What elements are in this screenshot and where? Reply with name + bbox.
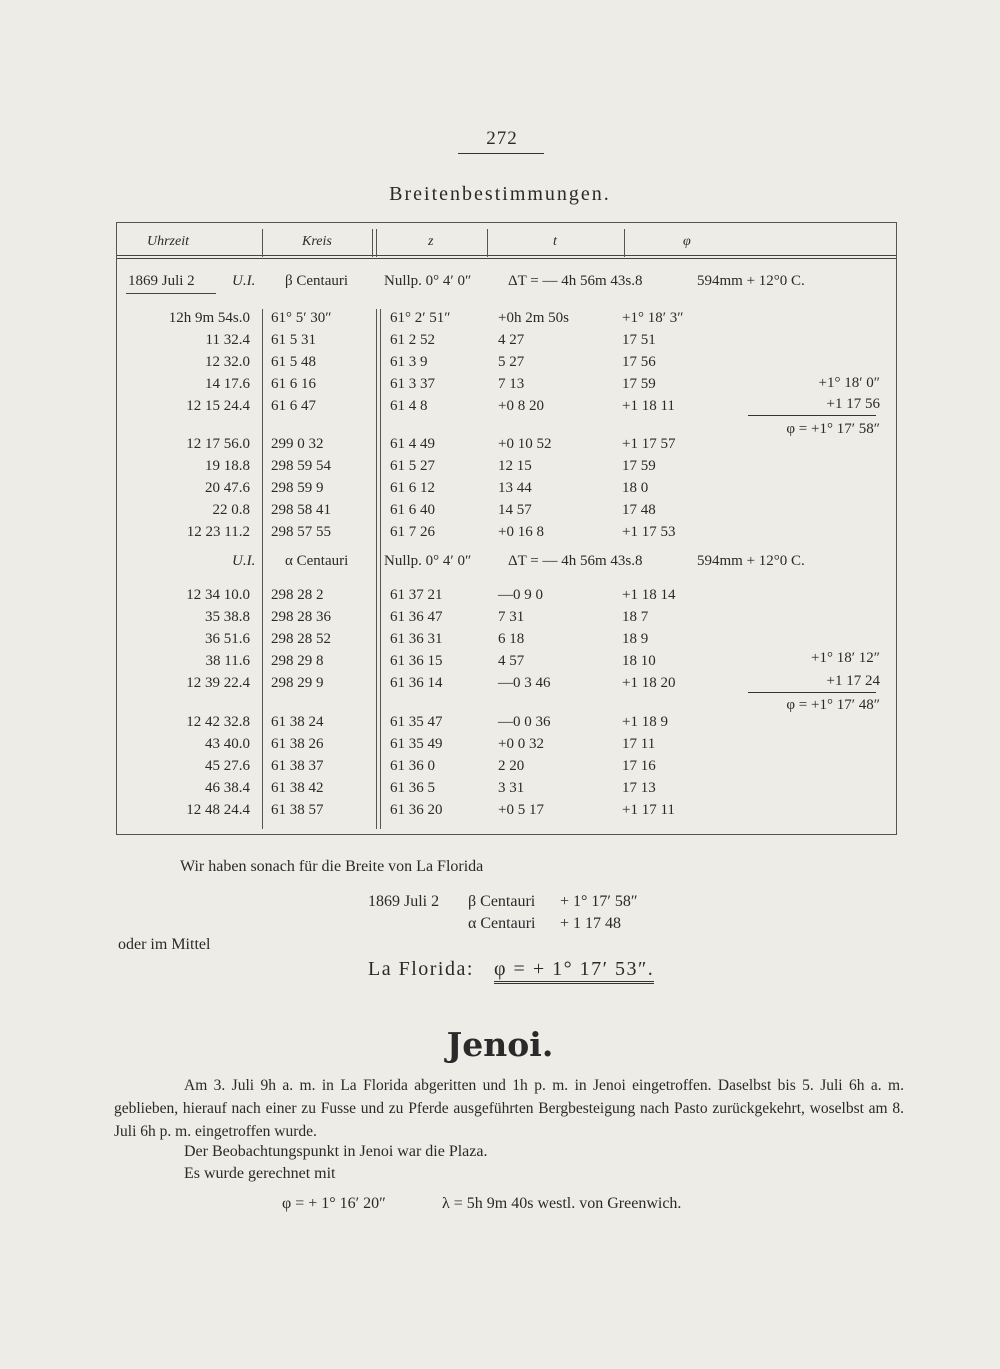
result-value: φ = + 1° 17′ 53″.: [494, 958, 654, 984]
uhrzeit-cell: 12h 9m 54s.0: [168, 310, 250, 326]
kreis-cell: 298 59 9: [271, 480, 324, 496]
group2-delta-t: ΔT = — 4h 56m 43s.8: [508, 553, 643, 569]
z-cell: 61 35 47: [390, 714, 443, 730]
uhrzeit-cell: 12 32.0: [205, 354, 250, 370]
t-cell: 2 20: [498, 758, 525, 774]
t-cell: +0 8 20: [498, 398, 544, 414]
header-t: t: [553, 234, 557, 249]
phi-cell: +1° 18′ 3″: [622, 310, 684, 326]
t-cell: —0 9 0: [498, 587, 543, 603]
kreis-cell: 298 58 41: [271, 502, 331, 518]
date-underline: [126, 293, 216, 294]
t-cell: —0 3 46: [498, 675, 551, 691]
header-column-divider: [487, 229, 488, 257]
phi-cell: +1 18 14: [622, 587, 676, 603]
group1-star: β Centauri: [285, 273, 349, 289]
t-cell: 4 57: [498, 653, 525, 669]
phi-cell: 17 11: [622, 736, 656, 752]
uhrzeit-cell: 19 18.8: [205, 458, 250, 474]
jenoi-title: Jenoi.: [446, 1025, 554, 1064]
kreis-cell: 61 5 31: [271, 332, 316, 348]
kreis-cell: 61° 5′ 30″: [271, 310, 332, 326]
z-cell: 61 35 49: [390, 736, 443, 752]
summary-line2-value: + 1 17 48: [560, 915, 622, 932]
t-cell: +0 0 32: [498, 736, 544, 752]
kreis-cell: 61 38 26: [271, 736, 324, 752]
t-cell: 5 27: [498, 354, 525, 370]
t-cell: 7 31: [498, 609, 525, 625]
page-number: 272: [486, 128, 518, 149]
t-cell: 4 27: [498, 332, 525, 348]
kreis-cell: 61 38 24: [271, 714, 324, 730]
phi-cell: +1 17 11: [622, 802, 675, 818]
page-number-rule: [458, 153, 544, 154]
section-title: Breitenbestimmungen.: [389, 183, 611, 205]
kreis-cell: 61 6 47: [271, 398, 316, 414]
phi-cell: 17 48: [622, 502, 656, 518]
z-cell: 61 36 15: [390, 653, 443, 669]
uhrzeit-cell: 46 38.4: [205, 780, 250, 796]
jenoi-paragraph-3: Es wurde gerechnet mit: [184, 1165, 336, 1182]
z-cell: 61 37 21: [390, 587, 443, 603]
summary-line2-star: α Centauri: [468, 915, 536, 932]
header-rule-top: [117, 255, 896, 256]
mean-rule: [748, 415, 876, 416]
z-cell: 61 5 27: [390, 458, 435, 474]
group1-nullpoint: Nullp. 0° 4′ 0″: [384, 273, 472, 289]
z-cell: 61 4 49: [390, 436, 435, 452]
summary-line1-value: + 1° 17′ 58″: [560, 893, 638, 910]
phi-cell: 17 59: [622, 458, 656, 474]
phi-cell: +1 18 20: [622, 675, 676, 691]
z-cell: 61 36 5: [390, 780, 435, 796]
phi-cell: +1 18 11: [622, 398, 675, 414]
z-cell: 61 36 0: [390, 758, 435, 774]
z-cell: 61 2 52: [390, 332, 435, 348]
column-divider: [380, 309, 381, 829]
t-cell: 6 18: [498, 631, 525, 647]
uhrzeit-cell: 22 0.8: [212, 502, 250, 518]
uhrzeit-cell: 36 51.6: [205, 631, 250, 647]
phi-cell: +1 17 53: [622, 524, 676, 540]
group1-date: 1869 Juli 2: [128, 273, 195, 289]
z-cell: 61 36 14: [390, 675, 443, 691]
t-cell: 14 57: [498, 502, 532, 518]
uhrzeit-cell: 12 48 24.4: [186, 802, 250, 818]
kreis-cell: 298 28 52: [271, 631, 331, 647]
phi-cell: 17 16: [622, 758, 656, 774]
t-cell: +0 16 8: [498, 524, 544, 540]
kreis-cell: 298 29 8: [271, 653, 324, 669]
header-column-divider: [262, 229, 263, 257]
group2-mean-result: φ = +1° 17′ 48″: [786, 697, 880, 713]
z-cell: 61 36 20: [390, 802, 443, 818]
group1-delta-t: ΔT = — 4h 56m 43s.8: [508, 273, 643, 289]
t-cell: 7 13: [498, 376, 525, 392]
kreis-cell: 61 5 48: [271, 354, 316, 370]
jenoi-paragraph-2: Der Beobachtungspunkt in Jenoi war die Plaza.: [184, 1143, 488, 1160]
phi-cell: 18 9: [622, 631, 649, 647]
phi-cell: +1 18 9: [622, 714, 668, 730]
group1-position: U.I.: [232, 273, 256, 289]
summary-mittel-label: oder im Mittel: [118, 936, 211, 953]
group2-position: U.I.: [232, 553, 256, 569]
z-cell: 61 6 12: [390, 480, 435, 496]
phi-cell: 18 0: [622, 480, 649, 496]
summary-line1-date: 1869 Juli 2: [368, 893, 440, 910]
phi-cell: 17 51: [622, 332, 656, 348]
uhrzeit-cell: 45 27.6: [205, 758, 250, 774]
header-column-divider: [376, 229, 377, 257]
z-cell: 61 3 37: [390, 376, 435, 392]
header-phi: φ: [683, 234, 691, 249]
jenoi-paragraph-1: Am 3. Juli 9h a. m. in La Florida abgeritten und 1h p. m. in Jenoi eingetroffen. Daselbst bis 5. Juli 6h a. m. geblieben, hierauf nach einer zu Fusse und zu Pferde ausgeführten Bergbesteigung nach Pasto zurückgekehrt, woselbst am 8. Juli 6h p. m. eingetroffen wurde.: [114, 1077, 904, 1140]
kreis-cell: 298 59 54: [271, 458, 331, 474]
column-divider: [262, 309, 263, 829]
group2-mean-1: +1° 18′ 12″: [811, 650, 880, 666]
kreis-cell: 298 29 9: [271, 675, 324, 691]
header-rule-bottom: [117, 258, 896, 259]
t-cell: —0 0 36: [498, 714, 551, 730]
z-cell: 61 7 26: [390, 524, 435, 540]
uhrzeit-cell: 43 40.0: [205, 736, 250, 752]
mean-rule: [748, 692, 876, 693]
kreis-cell: 61 38 57: [271, 802, 324, 818]
column-divider: [376, 309, 377, 829]
kreis-cell: 298 28 36: [271, 609, 331, 625]
jenoi-coords-phi: φ = + 1° 16′ 20″: [282, 1195, 386, 1212]
z-cell: 61 4 8: [390, 398, 428, 414]
t-cell: +0h 2m 50s: [498, 310, 569, 326]
kreis-cell: 298 57 55: [271, 524, 331, 540]
t-cell: 3 31: [498, 780, 525, 796]
uhrzeit-cell: 11 32.4: [205, 332, 250, 348]
uhrzeit-cell: 14 17.6: [205, 376, 250, 392]
uhrzeit-cell: 12 17 56.0: [186, 436, 250, 452]
kreis-cell: 299 0 32: [271, 436, 324, 452]
jenoi-coords-lambda: λ = 5h 9m 40s westl. von Greenwich.: [442, 1195, 682, 1212]
group1-mean-result: φ = +1° 17′ 58″: [786, 421, 880, 437]
z-cell: 61 36 31: [390, 631, 443, 647]
group2-weather: 594mm + 12°0 C.: [697, 553, 805, 569]
summary-intro: Wir haben sonach für die Breite von La Florida: [180, 858, 484, 875]
group2-star: α Centauri: [285, 553, 349, 569]
phi-cell: 17 13: [622, 780, 656, 796]
t-cell: 13 44: [498, 480, 532, 496]
phi-cell: 18 7: [622, 609, 649, 625]
uhrzeit-cell: 12 15 24.4: [186, 398, 250, 414]
kreis-cell: 61 38 42: [271, 780, 324, 796]
phi-cell: 17 56: [622, 354, 656, 370]
uhrzeit-cell: 38 11.6: [205, 653, 250, 669]
t-cell: +0 10 52: [498, 436, 552, 452]
header-kreis: Kreis: [302, 234, 332, 249]
phi-cell: +1 17 57: [622, 436, 676, 452]
kreis-cell: 298 28 2: [271, 587, 324, 603]
z-cell: 61 3 9: [390, 354, 428, 370]
t-cell: 12 15: [498, 458, 532, 474]
uhrzeit-cell: 12 42 32.8: [186, 714, 250, 730]
header-uhrzeit: Uhrzeit: [147, 234, 189, 249]
uhrzeit-cell: 35 38.8: [205, 609, 250, 625]
uhrzeit-cell: 12 39 22.4: [186, 675, 250, 691]
t-cell: +0 5 17: [498, 802, 544, 818]
header-z: z: [428, 234, 434, 249]
group1-weather: 594mm + 12°0 C.: [697, 273, 805, 289]
header-column-divider: [624, 229, 625, 257]
uhrzeit-cell: 20 47.6: [205, 480, 250, 496]
kreis-cell: 61 38 37: [271, 758, 324, 774]
group1-mean-2: +1 17 56: [826, 396, 880, 412]
result-label: La Florida:: [368, 958, 474, 980]
summary-line1-star: β Centauri: [468, 893, 536, 910]
uhrzeit-cell: 12 34 10.0: [186, 587, 250, 603]
uhrzeit-cell: 12 23 11.2: [186, 524, 250, 540]
group1-mean-1: +1° 18′ 0″: [818, 375, 880, 391]
phi-cell: 18 10: [622, 653, 656, 669]
z-cell: 61 36 47: [390, 609, 443, 625]
phi-cell: 17 59: [622, 376, 656, 392]
group2-nullpoint: Nullp. 0° 4′ 0″: [384, 553, 472, 569]
z-cell: 61 6 40: [390, 502, 435, 518]
header-column-divider: [372, 229, 373, 257]
kreis-cell: 61 6 16: [271, 376, 316, 392]
group2-mean-2: +1 17 24: [826, 673, 880, 689]
z-cell: 61° 2′ 51″: [390, 310, 451, 326]
